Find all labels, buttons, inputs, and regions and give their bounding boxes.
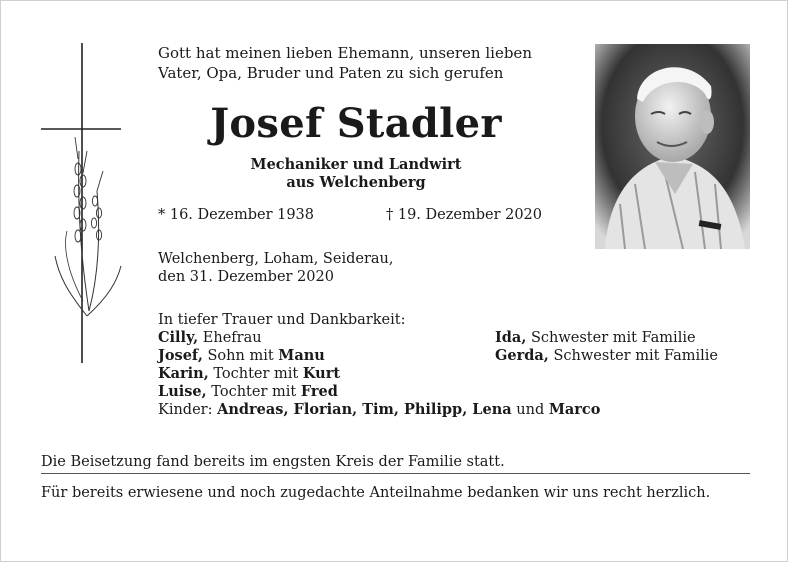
date-line: den 31. Dezember 2020 [158,269,334,285]
mourner-entry [158,383,600,401]
grandchildren-line [158,401,600,419]
mourner-partner: Fred [300,383,338,400]
place-and-date [158,250,393,286]
mourner-partner: Manu [278,347,325,364]
origin-line: aus Welchenberg [286,174,426,191]
intro-line: Vater, Opa, Bruder und Paten zu sich gerufen [158,64,504,82]
mourners-right-column [495,329,718,365]
mourner-relation: Schwester mit Familie [526,330,696,346]
portrait-photo [595,44,750,249]
mourner-relation: Sohn mit [202,348,279,364]
mourner-relation: Schwester mit Familie [548,348,719,364]
mourner-relation: Ehefrau [198,330,262,346]
mourner-name: Ida, [495,329,527,346]
divider-line [41,473,750,474]
places-line: Welchenberg, Loham, Seiderau, [158,251,394,267]
intro-text [158,43,532,83]
mourner-entry [495,329,718,347]
death-date: † 19. Dezember 2020 [386,207,543,223]
mourning-heading: In tiefer Trauer und Dankbarkeit: [158,312,406,328]
mourner-name: Cilly, [158,329,199,346]
mourner-partner: Kurt [302,365,341,382]
life-dates [158,206,543,224]
mourner-name: Karin, [158,365,209,382]
mourner-name: Gerda, [495,347,549,364]
mourner-relation: Tochter mit [208,366,303,382]
funeral-note: Die Beisetzung fand bereits im engsten Kreis der Familie statt. [41,454,505,470]
grandchildren-last: Marco [548,401,601,418]
grandchildren-names: Andreas, Florian, Tim, Philipp, Lena [217,401,512,418]
mourner-relation: Tochter mit [206,384,301,400]
thanks-note: Für bereits erwiesene und noch zugedachte Anteilnahme bedanken wir uns recht herzlich. [41,485,711,501]
intro-line: Gott hat meinen lieben Ehemann, unseren lieben [158,44,532,62]
birth-date: * 16. Dezember 1938 [158,207,315,223]
mourner-name: Josef, [158,347,203,364]
mourner-entry [495,347,718,365]
mourner-entry [158,365,600,383]
deceased-name: Josef Stadler [210,100,502,147]
mourners-left-column [158,311,600,419]
grandchildren-and: und [511,402,549,418]
grandchildren-label: Kinder: [158,402,218,418]
mourner-name: Luise, [158,383,207,400]
cross-with-wheat-icon [37,41,127,365]
profession-line: Mechaniker und Landwirt [250,156,462,173]
